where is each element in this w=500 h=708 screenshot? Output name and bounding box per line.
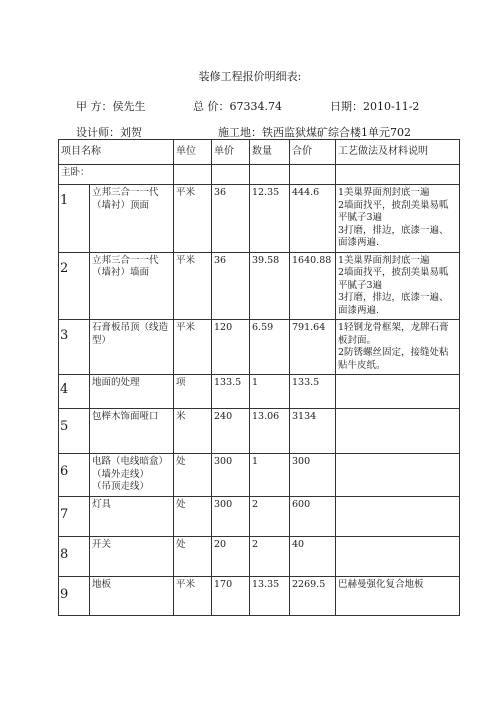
item-name: 包榉木饰面哑口 bbox=[90, 409, 174, 454]
row-number: 6 bbox=[60, 464, 69, 479]
item-description bbox=[336, 454, 460, 497]
client-name: 甲 方：侯先生 bbox=[76, 100, 146, 113]
item-unit: 平米 bbox=[174, 185, 212, 253]
row-number: 7 bbox=[60, 506, 69, 522]
item-unit: 处 bbox=[174, 496, 212, 536]
header-item-name: 项目名称 bbox=[59, 140, 174, 165]
item-unit-price: 133.5 bbox=[212, 375, 250, 409]
table-row bbox=[59, 576, 460, 615]
item-quantity: 1 bbox=[250, 454, 290, 497]
item-description: 1美巢界面剂封底一遍 2墙面找平，披刮美巢易呱平腻子3遍 3打磨，排边，底漆一遍、面漆两遍. bbox=[336, 252, 460, 320]
row-number: 5 bbox=[60, 419, 69, 434]
item-amount: 3134 bbox=[290, 409, 336, 454]
section-label: 主卧： bbox=[59, 165, 174, 185]
header-row bbox=[59, 140, 460, 165]
header-amount: 合价 bbox=[290, 140, 336, 165]
header-quantity: 数量 bbox=[250, 140, 290, 165]
item-unit-price: 170 bbox=[212, 576, 250, 615]
item-unit: 平米 bbox=[174, 576, 212, 615]
row-number: 2 bbox=[60, 260, 69, 276]
table-row bbox=[59, 252, 460, 320]
item-unit-price: 300 bbox=[212, 496, 250, 536]
item-quantity: 13.06 bbox=[250, 409, 290, 454]
item-unit-price: 36 bbox=[212, 185, 250, 253]
row-number-cell bbox=[59, 454, 90, 497]
item-quantity: 1 bbox=[250, 375, 290, 409]
item-quantity: 39.58 bbox=[250, 252, 290, 320]
item-unit-price: 240 bbox=[212, 409, 250, 454]
row-number-cell bbox=[59, 320, 90, 375]
item-unit: 平米 bbox=[174, 252, 212, 320]
table-row bbox=[59, 496, 460, 536]
item-amount: 444.6 bbox=[290, 185, 336, 253]
item-unit-price: 20 bbox=[212, 536, 250, 576]
item-description: 1美巢界面剂封底一遍 2墙面找平，披刮美巢易呱平腻子3遍 3打磨，排边，底漆一遍、面漆两遍. bbox=[336, 185, 460, 253]
item-quantity: 12.35 bbox=[250, 185, 290, 253]
item-description: 1轻钢龙骨框架，龙牌石膏板封面。 2防锈螺丝固定，接缝处粘贴牛皮纸。 bbox=[336, 320, 460, 375]
item-name: 电路（电线暗盒） （墙外走线） （吊顶走线） bbox=[90, 454, 174, 497]
header-unit-price: 单价 bbox=[212, 140, 250, 165]
row-number-cell bbox=[59, 536, 90, 576]
item-amount: 1640.88 bbox=[290, 252, 336, 320]
item-unit-price: 300 bbox=[212, 454, 250, 497]
item-name: 石膏板吊顶（线造型） bbox=[90, 320, 174, 375]
item-amount: 133.5 bbox=[290, 375, 336, 409]
document-title: 装修工程报价明细表: bbox=[198, 70, 302, 83]
designer-name: 设计师：刘贺 bbox=[76, 126, 142, 139]
item-amount: 40 bbox=[290, 536, 336, 576]
table-row bbox=[59, 454, 460, 497]
item-quantity: 2 bbox=[250, 536, 290, 576]
item-amount: 791.64 bbox=[290, 320, 336, 375]
table-row bbox=[59, 375, 460, 409]
item-unit: 米 bbox=[174, 409, 212, 454]
item-name: 灯具 bbox=[90, 496, 174, 536]
item-description bbox=[336, 375, 460, 409]
item-unit: 处 bbox=[174, 536, 212, 576]
item-unit-price: 120 bbox=[212, 320, 250, 375]
table-row bbox=[59, 536, 460, 576]
item-description bbox=[336, 536, 460, 576]
item-description: 巴赫曼强化复合地板 bbox=[336, 576, 460, 615]
item-quantity: 13.35 bbox=[250, 576, 290, 615]
table-row bbox=[59, 185, 460, 253]
row-number: 9 bbox=[60, 586, 69, 602]
item-amount: 600 bbox=[290, 496, 336, 536]
row-number-cell bbox=[59, 496, 90, 536]
item-quantity: 6.59 bbox=[250, 320, 290, 375]
quote-table bbox=[58, 139, 460, 616]
table-row bbox=[59, 409, 460, 454]
row-number: 8 bbox=[60, 546, 69, 562]
row-number-cell bbox=[59, 409, 90, 454]
item-unit: 平米 bbox=[174, 320, 212, 375]
header-unit: 单位 bbox=[174, 140, 212, 165]
item-amount: 2269.5 bbox=[290, 576, 336, 615]
header-description: 工艺做法及材料说明 bbox=[336, 140, 460, 165]
item-description bbox=[336, 496, 460, 536]
item-name: 开关 bbox=[90, 536, 174, 576]
item-name: 地面的处理 bbox=[90, 375, 174, 409]
row-number: 3 bbox=[60, 328, 69, 343]
row-number: 1 bbox=[60, 193, 69, 208]
item-unit: 处 bbox=[174, 454, 212, 497]
item-name: 立邦三合一一代 （墙衬）墙面 bbox=[90, 252, 174, 320]
item-name: 地板 bbox=[90, 576, 174, 615]
item-amount: 300 bbox=[290, 454, 336, 497]
item-description bbox=[336, 409, 460, 454]
row-number-cell bbox=[59, 252, 90, 320]
site-address: 施工地：铁西监狱煤矿综合楼1单元702 bbox=[218, 126, 411, 139]
row-number-cell bbox=[59, 375, 90, 409]
section-row bbox=[59, 165, 460, 185]
item-name: 立邦三合一一代 （墙衬）顶面 bbox=[90, 185, 174, 253]
item-quantity: 2 bbox=[250, 496, 290, 536]
item-unit-price: 36 bbox=[212, 252, 250, 320]
row-number-cell bbox=[59, 576, 90, 615]
quote-date: 日期：2010-11-2 bbox=[330, 100, 420, 113]
row-number: 4 bbox=[60, 382, 69, 397]
total-price: 总 价：67334.74 bbox=[193, 100, 282, 113]
item-unit: 项 bbox=[174, 375, 212, 409]
row-number-cell bbox=[59, 185, 90, 253]
table-row bbox=[59, 320, 460, 375]
